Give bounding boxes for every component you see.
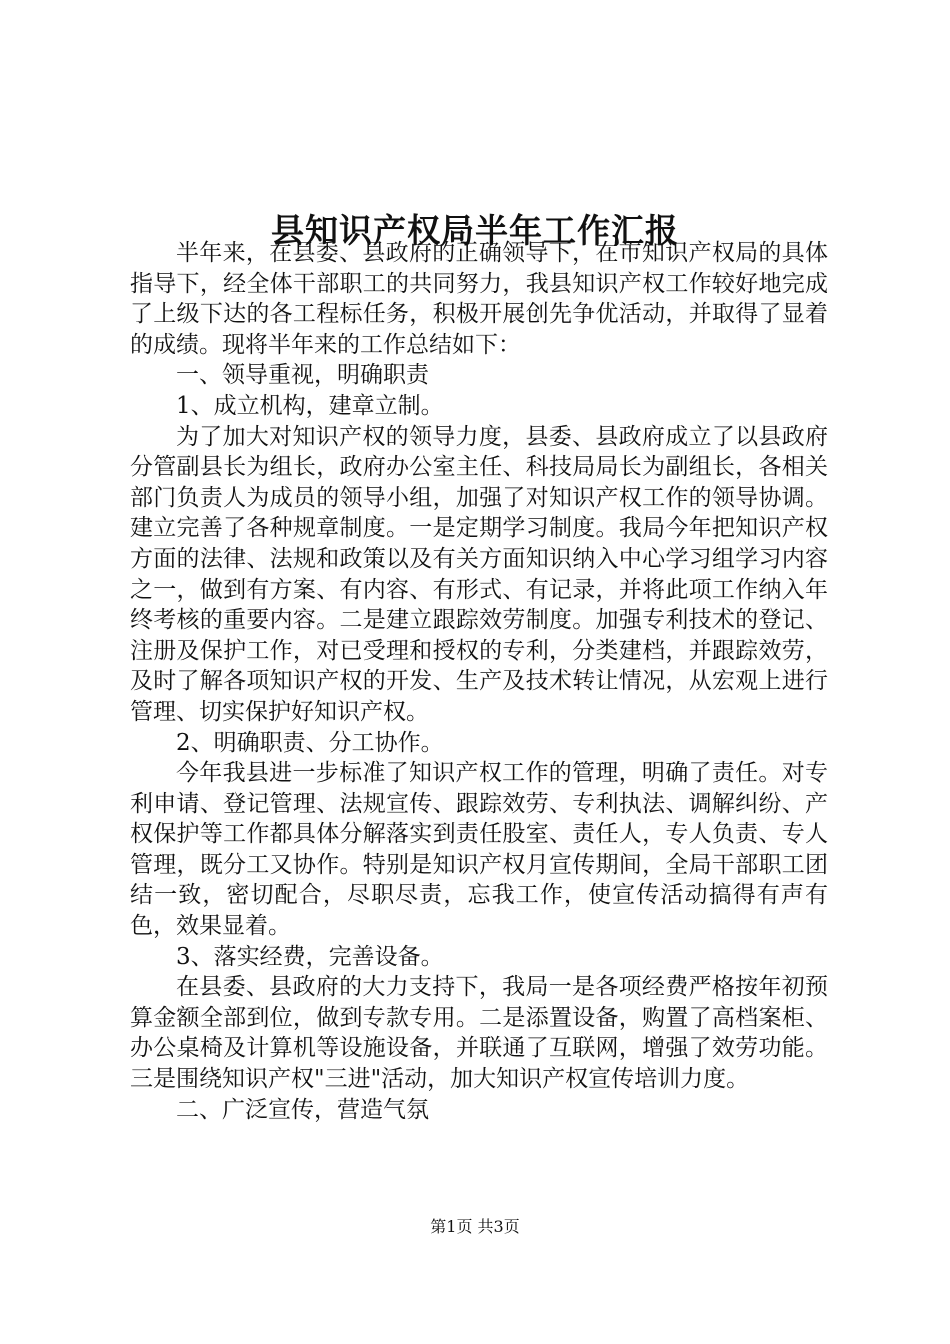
heading-section-2: 二、广泛宣传，营造气氛 <box>176 1096 429 1123</box>
subheading-1: 1、成立机构，建章立制。 <box>176 392 444 419</box>
paragraph-3: 在县委、县政府的大力支持下，我局一是各项经费严格按年初预算金额全部到位，做到专款专用。二是添置设备，购置了高档案柜、办公桌椅及计算机等设施设备，并联通了互联网，增强了效劳功能。三是围绕知识产权"三进"活动，加大知识产权宣传培训力度。 <box>130 974 828 1093</box>
document-title: 县知识产权局半年工作汇报 <box>271 211 679 251</box>
paragraph-intro: 半年来，在县委、县政府的正确领导下，在市知识产权局的具体指导下，经全体干部职工的共同努力，我县知识产权工作较好地完成了上级下达的各工程标任务，积极开展创先争优活动，并取得了显着的成绩。现将半年来的工作总结如下： <box>130 240 828 358</box>
page-number-footer: 第1页 共3页 <box>430 1217 520 1236</box>
heading-section-1: 一、领导重视，明确职责 <box>176 362 429 389</box>
paragraph-2: 今年我县进一步标准了知识产权工作的管理，明确了责任。对专利申请、登记管理、法规宣传、跟踪效劳、专利执法、调解纠纷、产权保护等工作都具体分解落实到责任股室、责任人，专人负责、专人管理，既分工又协作。特别是知识产权月宣传期间，全局干部职工团结一致，密切配合，尽职尽责，忘我工作，使宣传活动搞得有声有色，效果显着。 <box>130 760 828 940</box>
paragraph-1: 为了加大对知识产权的领导力度，县委、县政府成立了以县政府分管副县长为组长，政府办公室主任、科技局局长为副组长，各相关部门负责人为成员的领导小组，加强了对知识产权工作的领导协调。建立完善了各种规章制度。一是定期学习制度。我局今年把知识产权方面的法律、法规和政策以及有关方面知识纳入中心学习组学习内容之一，做到有方案、有内容、有形式、有记录，并将此项工作纳入年终考核的重要内容。二是建立跟踪效劳制度。加强专利技术的登记、注册及保护工作，对已受理和授权的专利，分类建档，并跟踪效劳，及时了解各项知识产权的开发、生产及技术转让情况，从宏观上进行管理、切实保护好知识产权。 <box>130 423 828 725</box>
subheading-2: 2、明确职责、分工协作。 <box>176 729 444 756</box>
subheading-3: 3、落实经费，完善设备。 <box>176 943 444 970</box>
document-body <box>130 238 828 1125</box>
